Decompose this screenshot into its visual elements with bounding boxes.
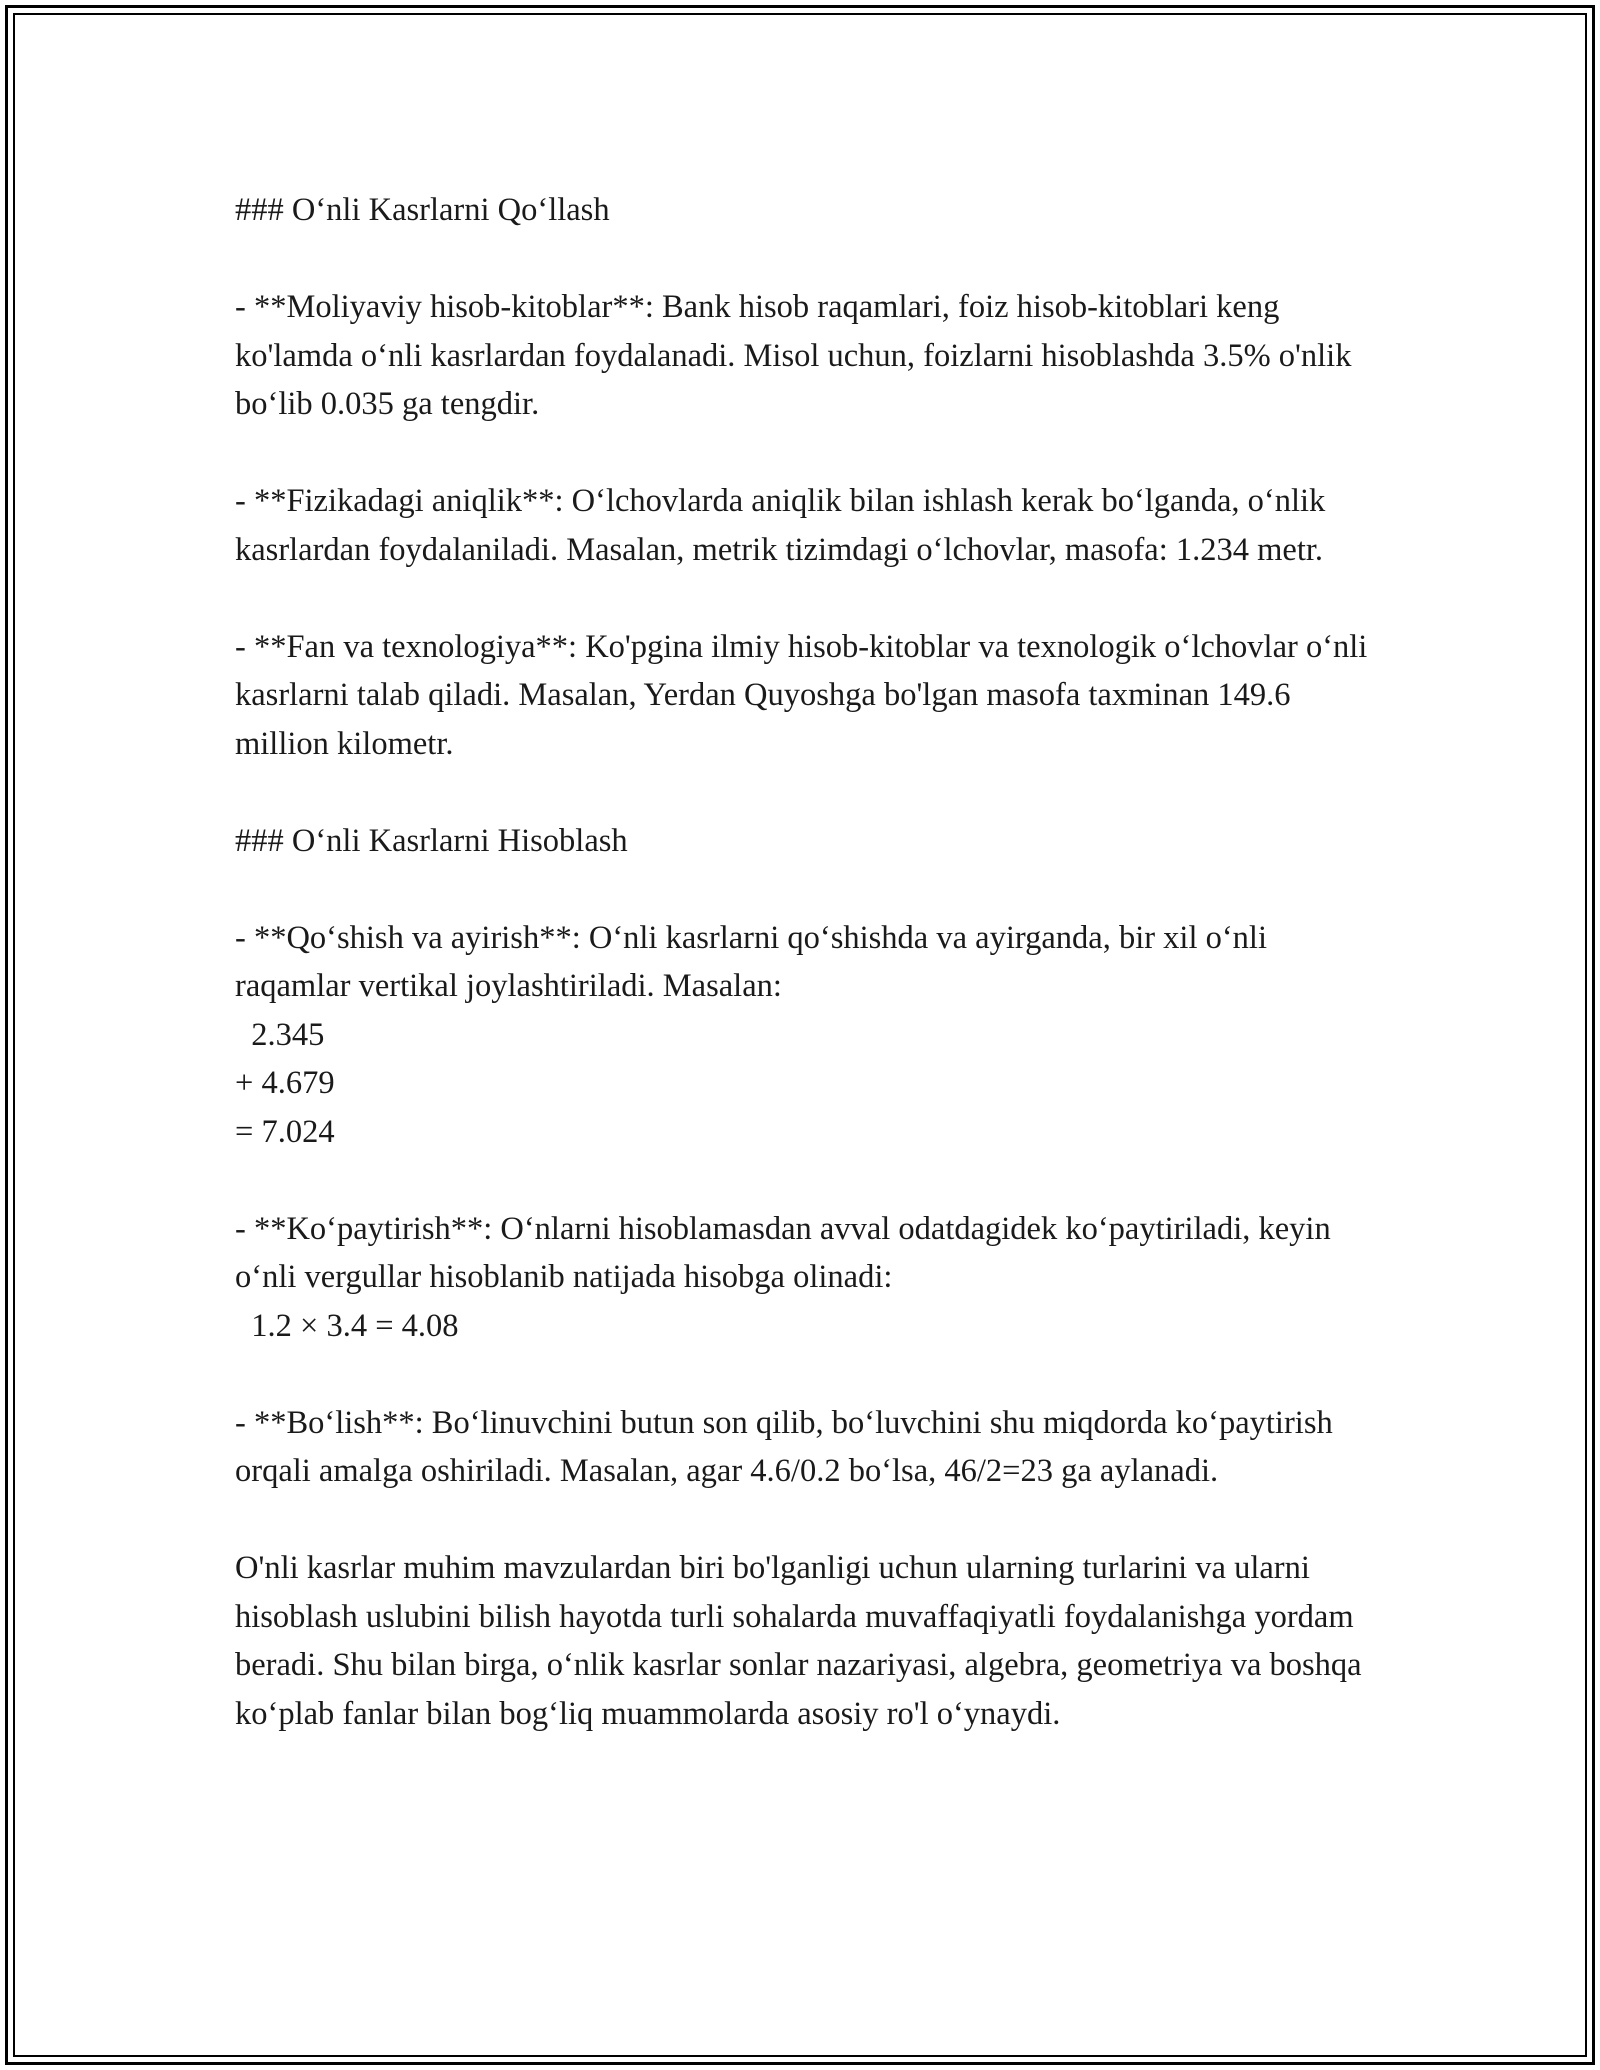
paragraph-gap bbox=[235, 1496, 1385, 1545]
paragraph-gap bbox=[235, 429, 1385, 478]
paragraph-gap bbox=[235, 865, 1385, 914]
list-item-addition: - **Qo‘shish va ayirish**: O‘nli kasrlarni qo‘shishda va ayirganda, bir xil o‘nli raqamlar vertikal joylashtiriladi. Masalan: 2.345 + 4.679 = 7.024 bbox=[235, 919, 1267, 1150]
paragraph-gap bbox=[235, 574, 1385, 623]
paragraph-gap bbox=[235, 768, 1385, 817]
conclusion-paragraph: O'nli kasrlar muhim mavzulardan biri bo'lganligi uchun ularning turlarini va ularni hisoblash uslubini bilish hayotda turli sohalarda muvaffaqiyatli foydalanishga yordam beradi. Shu bilan birga, o‘nlik kasrlar sonlar nazariyasi, algebra, geometriya va boshqa ko‘plab fanlar bilan bog‘liq muammolarda asosiy ro'l o‘ynaydi. bbox=[235, 1550, 1370, 1732]
paragraph-gap bbox=[235, 1350, 1385, 1399]
list-item-division: - **Bo‘lish**: Bo‘linuvchini butun son qilib, bo‘luvchini shu miqdorda ko‘paytirish orqali amalga oshiriladi. Masalan, agar 4.6/0.2 bo‘lsa, 46/2=23 ga aylanadi. bbox=[235, 1404, 1341, 1489]
paragraph-gap bbox=[235, 235, 1385, 284]
document-body bbox=[235, 186, 1385, 1738]
paragraph-gap bbox=[235, 1156, 1385, 1205]
section-heading-calc: ### O‘nli Kasrlarni Hisoblash bbox=[235, 822, 628, 859]
list-item-finance: - **Moliyaviy hisob-kitoblar**: Bank hisob raqamlari, foiz hisob-kitoblari keng ko'lamda o‘nli kasrlardan foydalanadi. Misol uchun, foizlarni hisoblashda 3.5% o'nlik bo‘lib 0.035 ga tengdir. bbox=[235, 289, 1360, 422]
list-item-physics: - **Fizikadagi aniqlik**: O‘lchovlarda aniqlik bilan ishlash kerak bo‘lganda, o‘nlik kasrlardan foydalaniladi. Masalan, metrik tizimdagi o‘lchovlar, masofa: 1.234 metr. bbox=[235, 483, 1334, 568]
list-item-science: - **Fan va texnologiya**: Ko'pgina ilmiy hisob-kitoblar va texnologik o‘lchovlar o‘nli kasrlarni talab qiladi. Masalan, Yerdan Quyoshga bo'lgan masofa taxminan 149.6 million kilometr. bbox=[235, 628, 1376, 762]
list-item-multiplication: - **Ko‘paytirish**: O‘nlarni hisoblamasdan avval odatdagidek ko‘paytiriladi, keyin o‘nli vergullar hisoblanib natijada hisobga olinadi: 1.2 × 3.4 = 4.08 bbox=[235, 1210, 1331, 1344]
section-heading-usage: ### O‘nli Kasrlarni Qo‘llash bbox=[235, 192, 610, 228]
